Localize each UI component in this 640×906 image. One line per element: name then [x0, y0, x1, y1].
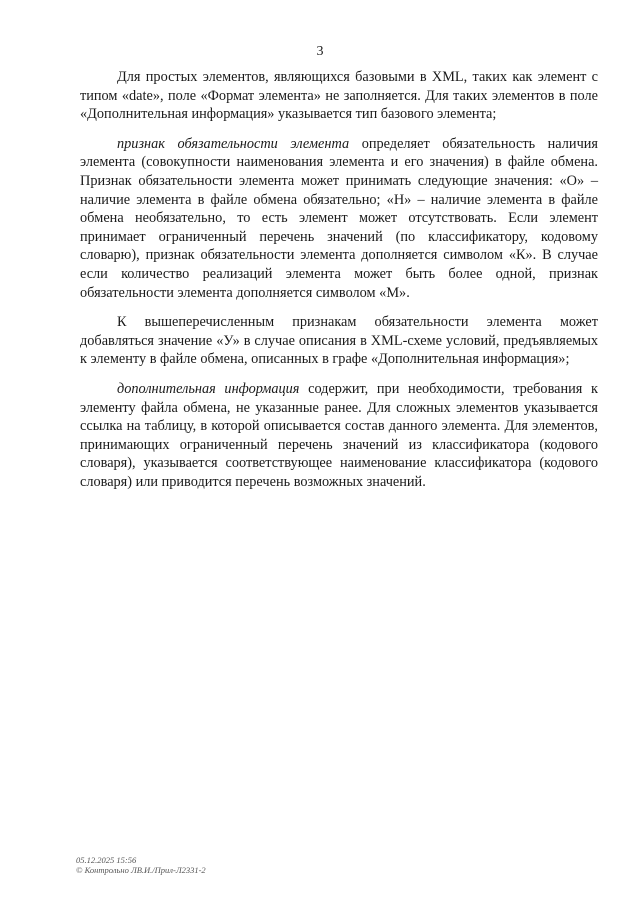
paragraph-mandatory-sign — [80, 135, 598, 302]
paragraph-text: Для простых элементов, являющихся базовыми в XML, таких как элемент с типом «date», поле «Формат элемента» не заполняется. Для таких элементов в поле «Дополнительная информация» указывается тип базового элемента; — [80, 69, 598, 123]
footer-document-ref: © Контрольно ЛВ.И./Прил-Л2331-2 — [76, 865, 206, 875]
document-body — [80, 68, 598, 502]
print-footer — [76, 855, 206, 875]
page-number: 3 — [316, 44, 324, 59]
paragraph-term: дополнительная информация — [117, 380, 300, 397]
footer-timestamp: 05.12.2025 15:56 — [76, 855, 137, 865]
paragraph-text: определяет обязательность наличия элемента (совокупности наименования элемента и его значения) в файле обмена. Признак обязательности элемента может принимать следующие значения: «О» – наличие элемента в файле обмена обязательно; «Н» – наличие элемента в файле обмена необязательно, то есть элемент может отсутствовать. Если элемент принимает ограниченный перечень значений (по классификатору, кодовому словарю), признак обязательности элемента дополняется символом «К». В случае если количество реализаций элемента может быть более одной, признак обязательности элемента дополняется символом «М». — [80, 135, 598, 301]
paragraph-text: содержит, при необходимости, требования к элементу файла обмена, не указанные ранее. Для сложных элементов указывается ссылка на таблицу, в которой описывается состав данного элемента. Для элементов, принимающих ограниченный перечень значений из классификатора (кодового словаря), указывается соответствующее наименование классификатора (кодового словаря) или приводится перечень возможных значений. — [80, 380, 598, 490]
paragraph-conditional-value — [80, 313, 598, 369]
paragraph-base-elements — [80, 68, 598, 124]
paragraph-text: К вышеперечисленным признакам обязательности элемента может добавляться значение «У» в случае описания в XML-схеме условий, предъявляемых к элементу в файле обмена, описанных в графе «Дополнительная информация»; — [80, 314, 598, 368]
paragraph-additional-info — [80, 380, 598, 492]
paragraph-term: признак обязательности элемента — [117, 135, 350, 152]
